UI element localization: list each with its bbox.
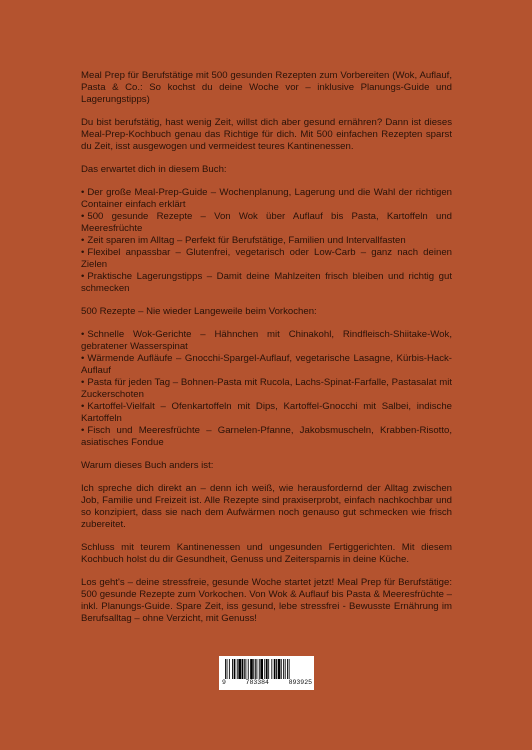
call-to-action-paragraph: Los geht's – deine stressfreie, gesunde Woche startet jetzt! Meal Prep für Berufstätige: 500 gesunde Rezepte zum Vorkochen. Von Wok & Auflauf bis Pasta & Meeresfrüchte – inkl. Planungs-Guide. Spare Zeit, iss gesund, lebe stressfrei - Bewusste Ernährung im Berufsalltag – ohne Verzicht, mit Genuss! [81,577,452,624]
blurb-text-block [81,70,452,636]
list-item: • Fisch und Meeresfrüchte – Garnelen-Pfanne, Jakobsmuscheln, Krabben-Risotto, asiatisches Fondue [81,425,452,448]
barcode-digits-right: 893925 [288,679,312,686]
barcode-bars-icon [225,659,308,679]
barcode-digits [222,679,312,688]
list-item: • Der große Meal-Prep-Guide – Wochenplanung, Lagerung und die Wahl der richtigen Container einfach erklärt [81,187,452,210]
section-heading-why: Warum dieses Buch anders ist: [81,460,214,471]
bullet-icon: • [81,353,85,364]
list-item: • Flexibel anpassbar – Glutenfrei, vegetarisch oder Low-Carb – ganz nach deinen Zielen [81,247,452,270]
bullet-icon: • [81,401,85,412]
bullet-icon: • [81,211,85,222]
section-heading-recipes: 500 Rezepte – Nie wieder Langeweile beim Vorkochen: [81,306,317,317]
closing-paragraph: Schluss mit teurem Kantinenessen und ungesunden Fertiggerichten. Mit diesem Kochbuch holst du dir Gesundheit, Genuss und Zeitersparnis in deine Küche. [81,542,452,565]
barcode-digit-first: 9 [222,679,226,686]
list-item: • Praktische Lagerungstipps – Damit deine Mahlzeiten frisch bleiben und richtig gut schmecken [81,271,452,294]
bullet-icon: • [81,271,85,282]
barcode-digits-left: 783384 [245,679,269,686]
why-paragraph: Ich spreche dich direkt an – denn ich weiß, wie herausfordernd der Alltag zwischen Job, Familie und Freizeit ist. Alle Rezepte sind praxiserprobt, einfach nachkochbar und so konzipiert, dass sie nach dem Aufwärmen noch genauso gut schmecken wie frisch zubereitet. [81,483,452,530]
bullet-icon: • [81,329,85,340]
bullet-icon: • [81,425,85,436]
book-title: Meal Prep für Berufstätige mit 500 gesunden Rezepten zum Vorbereiten (Wok, Auflauf, Pasta & Co.: So kochst du deine Woche vor – inklusive Planungs-Guide und Lagerungstipps) [81,70,452,105]
list-item: • Zeit sparen im Alltag – Perfekt für Berufstätige, Familien und Intervallfasten [81,235,406,246]
bullet-icon: • [81,187,85,198]
isbn-barcode [219,656,314,690]
list-item: • Pasta für jeden Tag – Bohnen-Pasta mit Rucola, Lachs-Spinat-Farfalle, Pastasalat mit Zuckerschoten [81,377,452,400]
list-item: • Kartoffel-Vielfalt – Ofenkartoffeln mit Dips, Kartoffel-Gnocchi mit Salbei, indische Kartoffeln [81,401,452,424]
intro-paragraph: Du bist berufstätig, hast wenig Zeit, willst dich aber gesund ernähren? Dann ist dieses Meal-Prep-Kochbuch genau das Richtige für dich. Mit 500 einfachen Rezepten sparst du Zeit, isst ausgewogen und vermeidest teures Kantinenessen. [81,117,452,152]
list-item: • 500 gesunde Rezepte – Von Wok über Auflauf bis Pasta, Kartoffeln und Meeresfrüchte [81,211,452,234]
contents-list [81,187,452,295]
list-item: • Schnelle Wok-Gerichte – Hähnchen mit Chinakohl, Rindfleisch-Shiitake-Wok, gebratener Wasserspinat [81,329,452,352]
section-heading-contents: Das erwartet dich in diesem Buch: [81,164,227,175]
bullet-icon: • [81,235,85,246]
list-item: • Wärmende Aufläufe – Gnocchi-Spargel-Auflauf, vegetarische Lasagne, Kürbis-Hack-Auflauf [81,353,452,376]
bullet-icon: • [81,377,85,388]
recipes-list [81,329,452,449]
bullet-icon: • [81,247,85,258]
